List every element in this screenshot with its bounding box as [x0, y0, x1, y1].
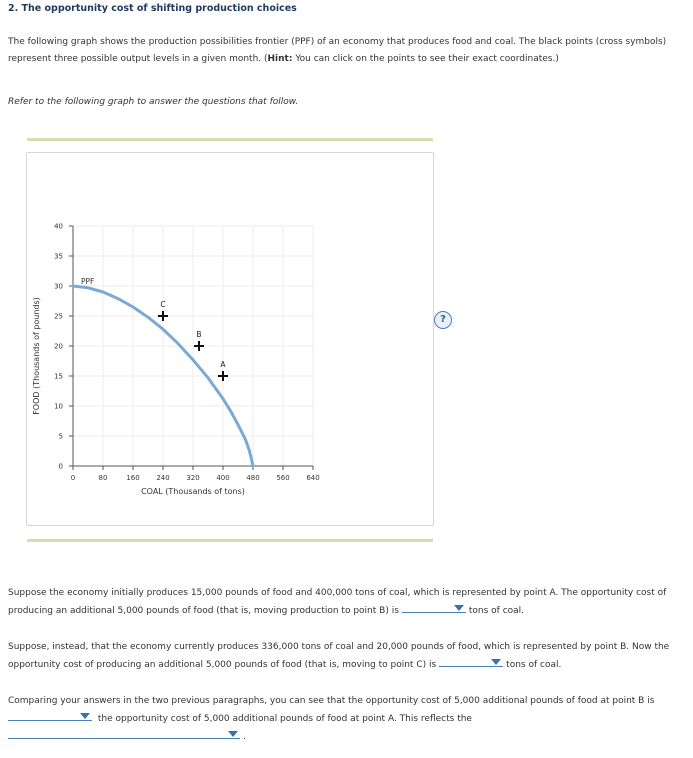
x-tick-label: 240: [156, 474, 170, 482]
x-tick-label: 320: [186, 474, 200, 482]
answer-3-dropdown[interactable]: [8, 710, 92, 721]
hint-label: Hint:: [267, 54, 293, 64]
paragraph-1: [8, 585, 680, 620]
x-tick-label: 400: [216, 474, 230, 482]
y-tick-label: 40: [54, 222, 63, 231]
refer-instruction: Refer to the following graph to answer the questions that follow.: [8, 97, 299, 107]
graph-panel: [26, 152, 446, 526]
y-axis-label: FOOD (Thousands of pounds): [32, 297, 41, 415]
paragraph-3-end: .: [243, 732, 246, 742]
ppf-chart: [27, 153, 433, 525]
paragraph-3-text: Comparing your answers in the two previous paragraphs, you can see that the opportunity cost of 5,000 additional pounds of food at point B is: [8, 696, 655, 706]
paragraph-1-text: Suppose the economy initially produces 15,000 pounds of food and 400,000 tons of coal, which is represented by point A. The opportunity cost of producing an additional 5,000 pounds of food (that is, moving production to point B) is: [8, 588, 667, 616]
graph-divider-bottom: [27, 539, 433, 542]
graph-divider-top: [27, 138, 433, 141]
answer-4-dropdown[interactable]: [8, 728, 240, 739]
help-icon[interactable]: ?: [434, 311, 452, 329]
y-tick-label: 5: [58, 432, 63, 441]
paragraph-1-unit: tons of coal.: [468, 606, 525, 616]
ppf-label: PPF: [81, 277, 95, 286]
answer-2-dropdown[interactable]: [439, 656, 503, 667]
x-tick-label: 80: [98, 474, 108, 482]
y-tick-label: 25: [54, 312, 63, 321]
x-tick-label: 0: [70, 474, 76, 482]
question-title: 2. The opportunity cost of shifting production choices: [8, 3, 297, 14]
paragraph-3-text-2: the opportunity cost of 5,000 additional pounds of food at point A. This reflects the: [97, 714, 472, 724]
y-tick-label: 15: [54, 372, 63, 381]
hint-text: You can click on the points to see their exact coordinates.): [292, 54, 559, 64]
question-intro: [8, 34, 680, 68]
paragraph-2-unit: tons of coal.: [506, 660, 562, 670]
y-tick-label: 10: [54, 402, 63, 411]
x-tick-label: 160: [126, 474, 140, 482]
x-axis-label: COAL (Thousands of tons): [141, 487, 245, 496]
answer-1-dropdown[interactable]: [402, 602, 466, 613]
point-label: B: [196, 330, 202, 339]
y-tick-label: 30: [54, 282, 63, 291]
x-tick-label: 560: [276, 474, 290, 482]
y-tick-label: 35: [54, 252, 63, 261]
paragraph-2: [8, 639, 680, 674]
y-tick-label: 20: [54, 342, 63, 351]
chevron-down-icon: [80, 713, 90, 719]
x-tick-label: 640: [306, 474, 320, 482]
paragraph-2-text: Suppose, instead, that the economy currently produces 336,000 tons of coal and 20,000 pounds of food, which is represented by point B. Now the opportunity cost of producing an additional 5,000 pounds of food (that is, moving to point C) is: [8, 642, 670, 670]
chevron-down-icon: [454, 605, 464, 611]
point-b[interactable]: [194, 330, 204, 351]
chevron-down-icon: [228, 731, 238, 737]
y-tick-label: 0: [58, 462, 63, 471]
paragraph-3: [8, 693, 680, 746]
chevron-down-icon: [491, 659, 501, 665]
x-tick-label: 480: [246, 474, 260, 482]
point-label: A: [220, 360, 226, 369]
point-label: C: [160, 300, 166, 309]
intro-text: The following graph shows the production possibilities frontier (PPF) of an economy that produces food and coal. The black points (cross symbols) represent three possible output levels in a given month. (: [8, 37, 667, 64]
